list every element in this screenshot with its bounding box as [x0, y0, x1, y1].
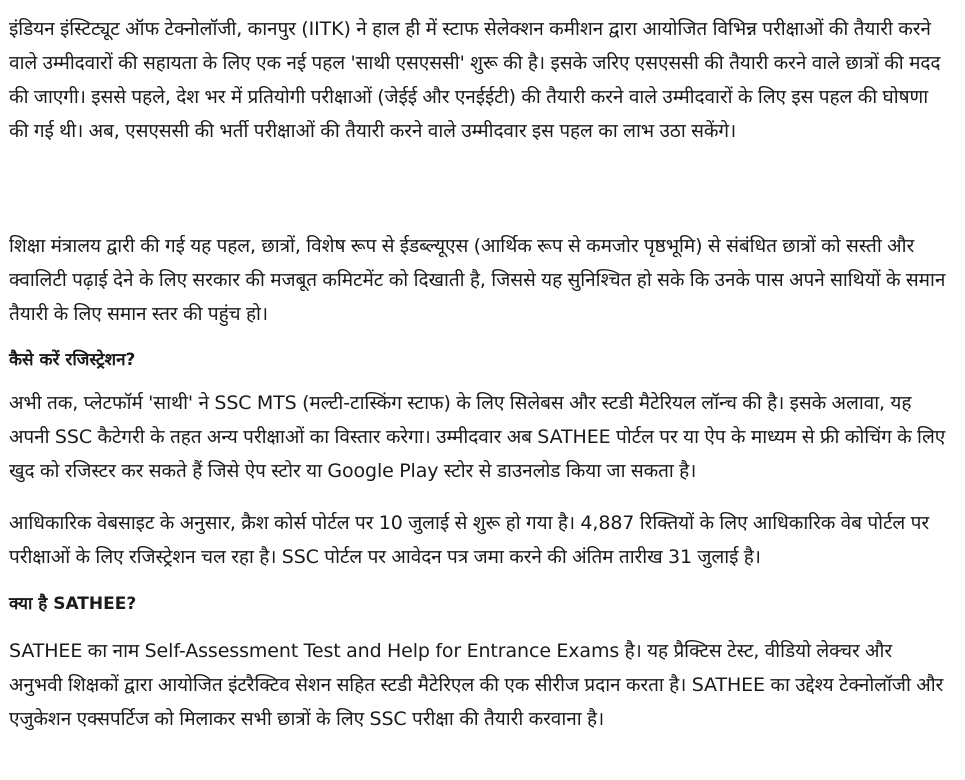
- article-paragraph-intro: इंडियन इंस्टिट्यूट ऑफ टेक्नोलॉजी, कानपुर (IITK) ने हाल ही में स्टाफ सेलेक्शन कमीशन द्वारा आयोजित विभिन्न परीक्षाओं की तैयारी करने वाले उम्मीदवारों की सहायता के लिए एक नई पहल 'साथी एसएससी' शुरू की है। इसके जरिए एसएससी की तैयारी करने वाले छात्रों की मदद की जाएगी। इससे पहले, देश भर में प्रतियोगी परीक्षाओं (जेईई और एनईईटी) की तैयारी करने वाले उम्मीदवारों के लिए इस पहल की घोषणा की गई थी। अब, एसएससी की भर्ती परीक्षाओं की तैयारी करने वाले उम्मीदवार इस पहल का लाभ उठा सकेंगे।: [9, 18, 941, 142]
- section-heading-what-is-sathee: क्या है SATHEE?: [9, 594, 137, 614]
- article-paragraph-sathee: SATHEE का नाम Self-Assessment Test and Help for Entrance Exams है। यह प्रैक्टिस टेस्ट, वीडियो लेक्चर और अनुभवी शिक्षकों द्वारा आयोजित इंटरैक्टिव सेशन सहित स्टडी मैटेरिएल की एक सीरीज प्रदान करता है। SATHEE का उद्देश्य टेक्नोलॉजी और एजुकेशन एक्सपर्टिज को मिलाकर सभी छात्रों के लिए SSC परीक्षा की तैयारी करवाना है।: [9, 640, 944, 730]
- article-paragraph-ministry: शिक्षा मंत्रालय द्वारी की गई यह पहल, छात्रों, विशेष रूप से ईडब्ल्यूएस (आर्थिक रूप से कमजोर पृष्ठभूमि) से संबंधित छात्रों को सस्ती और क्वालिटी पढ़ाई देने के लिए सरकार की मजबूत कमिटमेंट को दिखाती है, जिससे यह सुनिश्चित हो सके कि उनके पास अपने साथियों के समान तैयारी के लिए समान स्तर की पहुंच हो।: [9, 235, 946, 325]
- article-paragraph-official-website: आधिकारिक वेबसाइट के अनुसार, क्रैश कोर्स पोर्टल पर 10 जुलाई से शुरू हो गया है। 4,887 रिक्तियों के लिए आधिकारिक वेब पोर्टल पर परीक्षाओं के लिए रजिस्ट्रेशन चल रहा है। SSC पोर्टल पर आवेदन पत्र जमा करने की अंतिम तारीख 31 जुलाई है।: [9, 512, 930, 568]
- section-heading-registration: कैसे करें रजिस्ट्रेशन?: [9, 350, 136, 370]
- article-paragraph-registration: अभी तक, प्लेटफॉर्म 'साथी' ने SSC MTS (मल्टी-टास्किंग स्टाफ) के लिए सिलेबस और स्टडी मैटेरियल लॉन्च की है। इसके अलावा, यह अपनी SSC कैटेगरी के तहत अन्य परीक्षाओं का विस्तार करेगा। उम्मीदवार अब SATHEE पोर्टल पर या ऐप के माध्यम से फ्री कोचिंग के लिए खुद को रजिस्टर कर सकते हैं जिसे ऐप स्टोर या Google Play स्टोर से डाउनलोड किया जा सकता है।: [9, 392, 946, 482]
